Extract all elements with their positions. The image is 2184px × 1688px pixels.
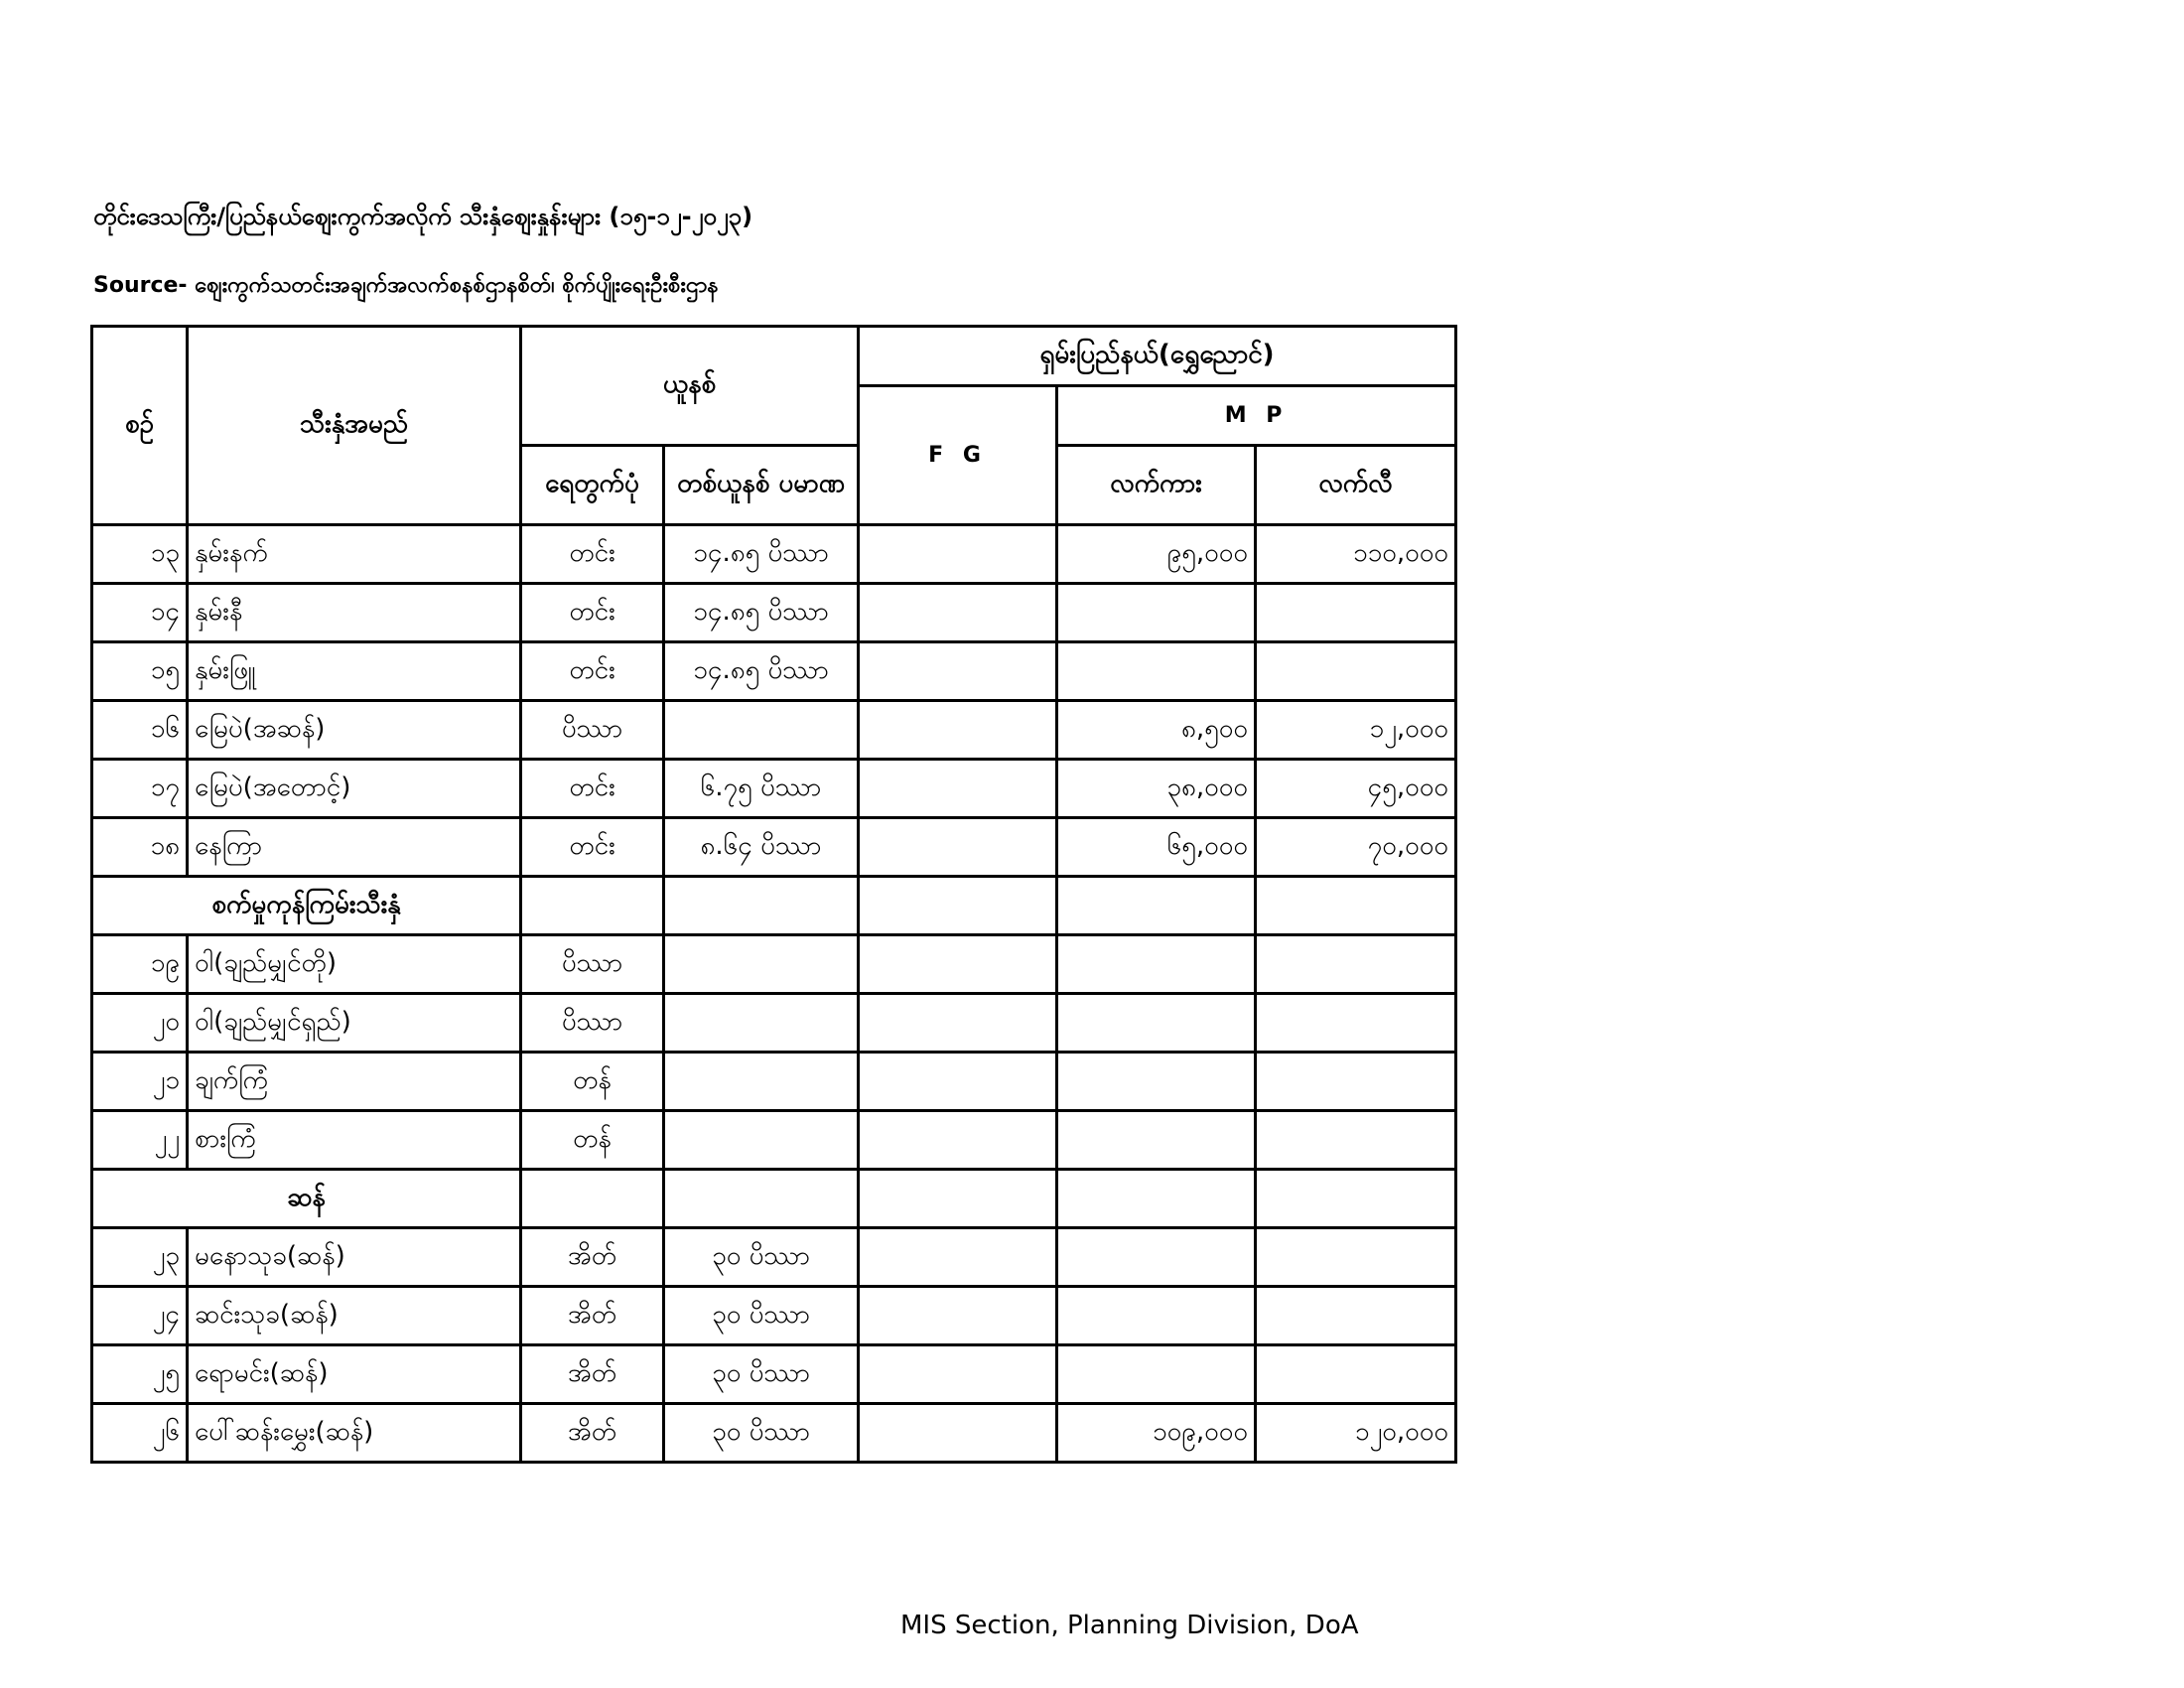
- row-std: [664, 935, 859, 994]
- row-wholesale: [1057, 584, 1256, 642]
- row-name: ချက်ကြံ: [188, 1053, 521, 1111]
- row-no: ၂၀: [92, 994, 188, 1053]
- table-row: [92, 701, 1456, 760]
- row-fg: [859, 1287, 1057, 1345]
- row-fg: [859, 935, 1057, 994]
- table-row: [92, 1111, 1456, 1170]
- row-unit: အိတ်: [521, 1287, 664, 1345]
- row-name: နှမ်းနက်: [188, 525, 521, 584]
- row-std: [664, 1053, 859, 1111]
- row-unit: အိတ်: [521, 1345, 664, 1404]
- row-name: စားကြံ: [188, 1111, 521, 1170]
- header-unit-group: ယူနစ်: [521, 327, 859, 446]
- row-retail: [1256, 1053, 1456, 1111]
- row-unit: တင်း: [521, 818, 664, 877]
- row-unit: တင်း: [521, 525, 664, 584]
- row-wholesale: ၃၈,၀၀၀: [1057, 760, 1256, 818]
- row-name: မြေပဲ(အဆန်): [188, 701, 521, 760]
- table-row: [92, 994, 1456, 1053]
- row-no: ၂၂: [92, 1111, 188, 1170]
- row-no: ၂၆: [92, 1404, 188, 1463]
- empty-cell: [664, 877, 859, 935]
- price-table: [90, 325, 1457, 1464]
- row-fg: [859, 525, 1057, 584]
- row-no: ၁၃: [92, 525, 188, 584]
- row-fg: [859, 994, 1057, 1053]
- row-retail: ၁၁၀,၀၀၀: [1256, 525, 1456, 584]
- empty-cell: [859, 877, 1057, 935]
- row-name: နှမ်းနီ: [188, 584, 521, 642]
- header-unit-standard: တစ်ယူနစ် ပမာဏ: [664, 446, 859, 525]
- row-unit: တန်: [521, 1053, 664, 1111]
- row-unit: တန်: [521, 1111, 664, 1170]
- table-row: [92, 525, 1456, 584]
- row-wholesale: [1057, 642, 1256, 701]
- section-title-industrial: စက်မှုကုန်ကြမ်းသီးနှံ: [92, 877, 521, 935]
- section-row: [92, 877, 1456, 935]
- empty-cell: [1057, 877, 1256, 935]
- table-row: [92, 1404, 1456, 1463]
- row-no: ၂၄: [92, 1287, 188, 1345]
- row-unit: တင်း: [521, 584, 664, 642]
- row-fg: [859, 1053, 1057, 1111]
- row-std: ၃၀ ပိဿာ: [664, 1228, 859, 1287]
- row-wholesale: [1057, 1228, 1256, 1287]
- row-unit: ပိဿာ: [521, 994, 664, 1053]
- section-title-rice: ဆန်: [92, 1170, 521, 1228]
- row-std: [664, 994, 859, 1053]
- row-unit: တင်း: [521, 760, 664, 818]
- row-retail: [1256, 1345, 1456, 1404]
- row-retail: [1256, 584, 1456, 642]
- row-wholesale: [1057, 1287, 1256, 1345]
- row-retail: ၁၂,၀၀၀: [1256, 701, 1456, 760]
- row-no: ၂၃: [92, 1228, 188, 1287]
- row-std: ၃၀ ပိဿာ: [664, 1345, 859, 1404]
- row-std: [664, 701, 859, 760]
- row-retail: [1256, 994, 1456, 1053]
- row-wholesale: [1057, 1053, 1256, 1111]
- header-fg: F G: [859, 386, 1057, 525]
- table-row: [92, 818, 1456, 877]
- empty-cell: [521, 1170, 664, 1228]
- row-wholesale: ၉၅,၀၀၀: [1057, 525, 1256, 584]
- row-name: မြေပဲ(အတောင့်): [188, 760, 521, 818]
- header-retail: လက်လီ: [1256, 446, 1456, 525]
- row-fg: [859, 584, 1057, 642]
- row-std: ၈.၆၄ ပိဿာ: [664, 818, 859, 877]
- table-row: [92, 584, 1456, 642]
- table-row: [92, 642, 1456, 701]
- section-row: [92, 1170, 1456, 1228]
- row-retail: [1256, 1111, 1456, 1170]
- row-wholesale: [1057, 1111, 1256, 1170]
- header-no: စဉ်: [92, 327, 188, 525]
- row-name: ပေါ်ဆန်းမွှေး(ဆန်): [188, 1404, 521, 1463]
- empty-cell: [521, 877, 664, 935]
- row-fg: [859, 1404, 1057, 1463]
- row-name: ဝါ(ချည်မျှင်ရှည်): [188, 994, 521, 1053]
- row-retail: ၁၂၀,၀၀၀: [1256, 1404, 1456, 1463]
- row-no: ၁၇: [92, 760, 188, 818]
- row-name: ဝါ(ချည်မျှင်တို): [188, 935, 521, 994]
- row-fg: [859, 642, 1057, 701]
- row-wholesale: ၈,၅၀၀: [1057, 701, 1256, 760]
- empty-cell: [1256, 877, 1456, 935]
- header-name: သီးနှံအမည်: [188, 327, 521, 525]
- row-name: ဆင်းသုခ(ဆန်): [188, 1287, 521, 1345]
- row-name: နှမ်းဖြူ: [188, 642, 521, 701]
- table-row: [92, 1228, 1456, 1287]
- row-wholesale: [1057, 994, 1256, 1053]
- row-no: ၂၅: [92, 1345, 188, 1404]
- row-unit: ပိဿာ: [521, 701, 664, 760]
- header-mp: M P: [1057, 386, 1456, 446]
- row-wholesale: [1057, 935, 1256, 994]
- row-unit: တင်း: [521, 642, 664, 701]
- row-retail: ၄၅,၀၀၀: [1256, 760, 1456, 818]
- row-fg: [859, 760, 1057, 818]
- empty-cell: [1256, 1170, 1456, 1228]
- header-unit-local: ရေတွက်ပုံ: [521, 446, 664, 525]
- row-name: နေကြာ: [188, 818, 521, 877]
- row-no: ၁၄: [92, 584, 188, 642]
- row-unit: အိတ်: [521, 1228, 664, 1287]
- row-wholesale: ၁၀၉,၀၀၀: [1057, 1404, 1256, 1463]
- row-wholesale: [1057, 1345, 1256, 1404]
- table-row: [92, 1287, 1456, 1345]
- row-retail: [1256, 935, 1456, 994]
- row-no: ၁၈: [92, 818, 188, 877]
- row-std: [664, 1111, 859, 1170]
- source-line: Source- ဈေးကွက်သတင်းအချက်အလက်စနစ်ဌာနစိတ်၊ စိုက်ပျိုးရေးဦးစီးဌာန: [93, 273, 719, 298]
- row-retail: [1256, 642, 1456, 701]
- row-std: ၃၀ ပိဿာ: [664, 1404, 859, 1463]
- row-retail: [1256, 1228, 1456, 1287]
- row-no: ၁၅: [92, 642, 188, 701]
- row-no: ၂၁: [92, 1053, 188, 1111]
- row-std: ၁၄.၈၅ ပိဿာ: [664, 525, 859, 584]
- row-fg: [859, 1111, 1057, 1170]
- table-row: [92, 935, 1456, 994]
- row-retail: [1256, 1287, 1456, 1345]
- row-retail: ၇၀,၀၀၀: [1256, 818, 1456, 877]
- empty-cell: [664, 1170, 859, 1228]
- table-row: [92, 760, 1456, 818]
- row-unit: အိတ်: [521, 1404, 664, 1463]
- row-no: ၁၉: [92, 935, 188, 994]
- table-row: [92, 1345, 1456, 1404]
- empty-cell: [1057, 1170, 1256, 1228]
- page-title: တိုင်းဒေသကြီး/ပြည်နယ်ဈေးကွက်အလိုက် သီးနှံဈေးနှုန်းများ (၁၅-၁၂-၂၀၂၃): [93, 203, 753, 230]
- row-no: ၁၆: [92, 701, 188, 760]
- row-fg: [859, 1345, 1057, 1404]
- page-footer: MIS Section, Planning Division, DoA: [900, 1611, 1359, 1640]
- table-row: [92, 1053, 1456, 1111]
- row-fg: [859, 701, 1057, 760]
- row-std: ၁၄.၈၅ ပိဿာ: [664, 584, 859, 642]
- row-fg: [859, 1228, 1057, 1287]
- header-wholesale: လက်ကား: [1057, 446, 1256, 525]
- header-region: ရှမ်းပြည်နယ်(ရွှေညောင်): [859, 327, 1456, 386]
- row-std: ၃၀ ပိဿာ: [664, 1287, 859, 1345]
- row-name: ရောမင်း(ဆန်): [188, 1345, 521, 1404]
- row-unit: ပိဿာ: [521, 935, 664, 994]
- row-std: ၆.၇၅ ပိဿာ: [664, 760, 859, 818]
- empty-cell: [859, 1170, 1057, 1228]
- row-name: မနောသုခ(ဆန်): [188, 1228, 521, 1287]
- row-fg: [859, 818, 1057, 877]
- row-std: ၁၄.၈၅ ပိဿာ: [664, 642, 859, 701]
- row-wholesale: ၆၅,၀၀၀: [1057, 818, 1256, 877]
